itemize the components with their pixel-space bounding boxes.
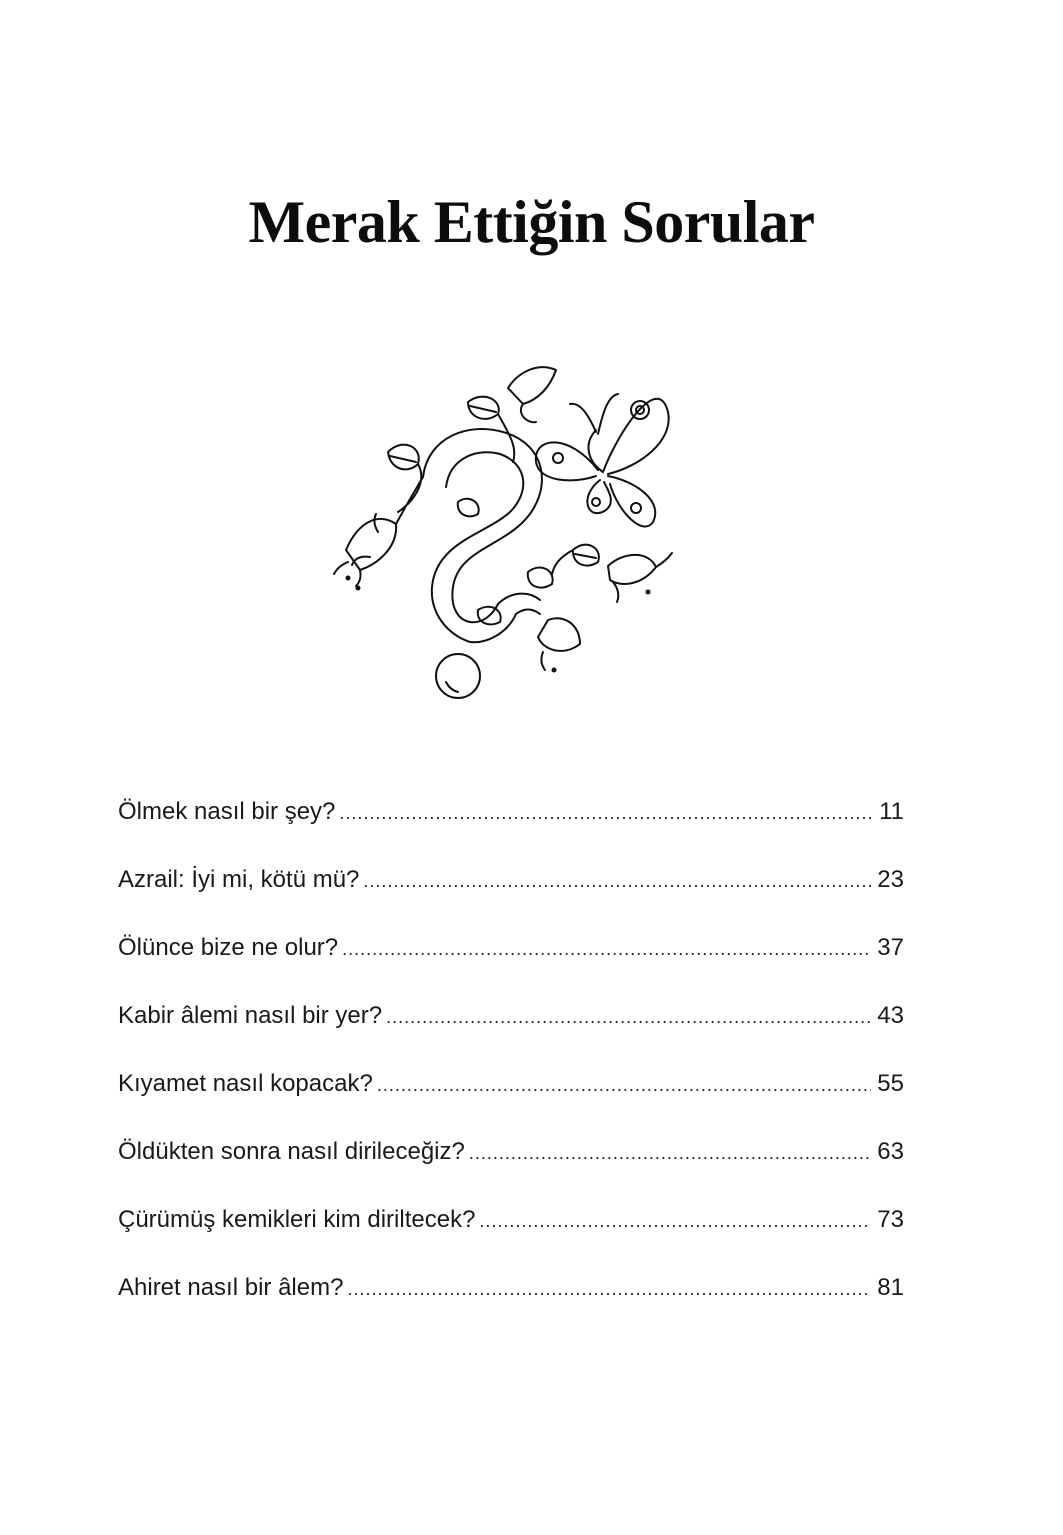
toc-leader-dots	[479, 1199, 871, 1243]
toc-entry-title: Kabir âlemi nasıl bir yer?	[118, 1002, 383, 1029]
toc-entry[interactable]	[118, 926, 904, 994]
toc-entry[interactable]	[118, 994, 904, 1062]
toc-entry-title: Ölmek nasıl bir şey?	[118, 798, 336, 825]
ball-icon	[436, 654, 480, 698]
toc-entry-title: Ahiret nasıl bir âlem?	[118, 1274, 344, 1301]
question-mark-illustration	[318, 352, 678, 708]
toc-entry-page: 63	[877, 1138, 904, 1165]
toc-entry[interactable]	[118, 1130, 904, 1198]
toc-entry-page: 23	[877, 866, 904, 893]
toc-entry-page: 43	[877, 1002, 904, 1029]
toc-entry[interactable]	[118, 1062, 904, 1130]
toc-leader-dots	[469, 1131, 871, 1175]
toc-entry-title: Öldükten sonra nasıl dirileceğiz?	[118, 1138, 465, 1165]
toc-leader-dots	[386, 995, 871, 1039]
toc-leader-dots	[363, 859, 871, 903]
toc-entry-page: 11	[879, 798, 904, 825]
toc-entry[interactable]	[118, 790, 904, 858]
table-of-contents	[118, 790, 904, 1334]
toc-entry-page: 55	[877, 1070, 904, 1097]
toc-entry-title: Çürümüş kemikleri kim diriltecek?	[118, 1206, 476, 1233]
toc-entry-page: 81	[877, 1274, 904, 1301]
page-title: Merak Ettiğin Sorular	[248, 189, 815, 255]
toc-entry-title: Azrail: İyi mi, kötü mü?	[118, 866, 360, 893]
toc-entry-page: 37	[877, 934, 904, 961]
toc-entry-page: 73	[877, 1206, 904, 1233]
question-mark-icon	[423, 429, 542, 642]
toc-entry[interactable]	[118, 858, 904, 926]
toc-entry[interactable]	[118, 1266, 904, 1334]
toc-leader-dots	[342, 927, 871, 971]
toc-entry[interactable]	[118, 1198, 904, 1266]
toc-leader-dots	[347, 1267, 871, 1311]
toc-entry-title: Kıyamet nasıl kopacak?	[118, 1070, 373, 1097]
toc-leader-dots	[377, 1063, 871, 1107]
toc-entry-title: Ölünce bize ne olur?	[118, 934, 339, 961]
butterfly-icon	[536, 394, 669, 527]
toc-leader-dots	[339, 791, 873, 835]
